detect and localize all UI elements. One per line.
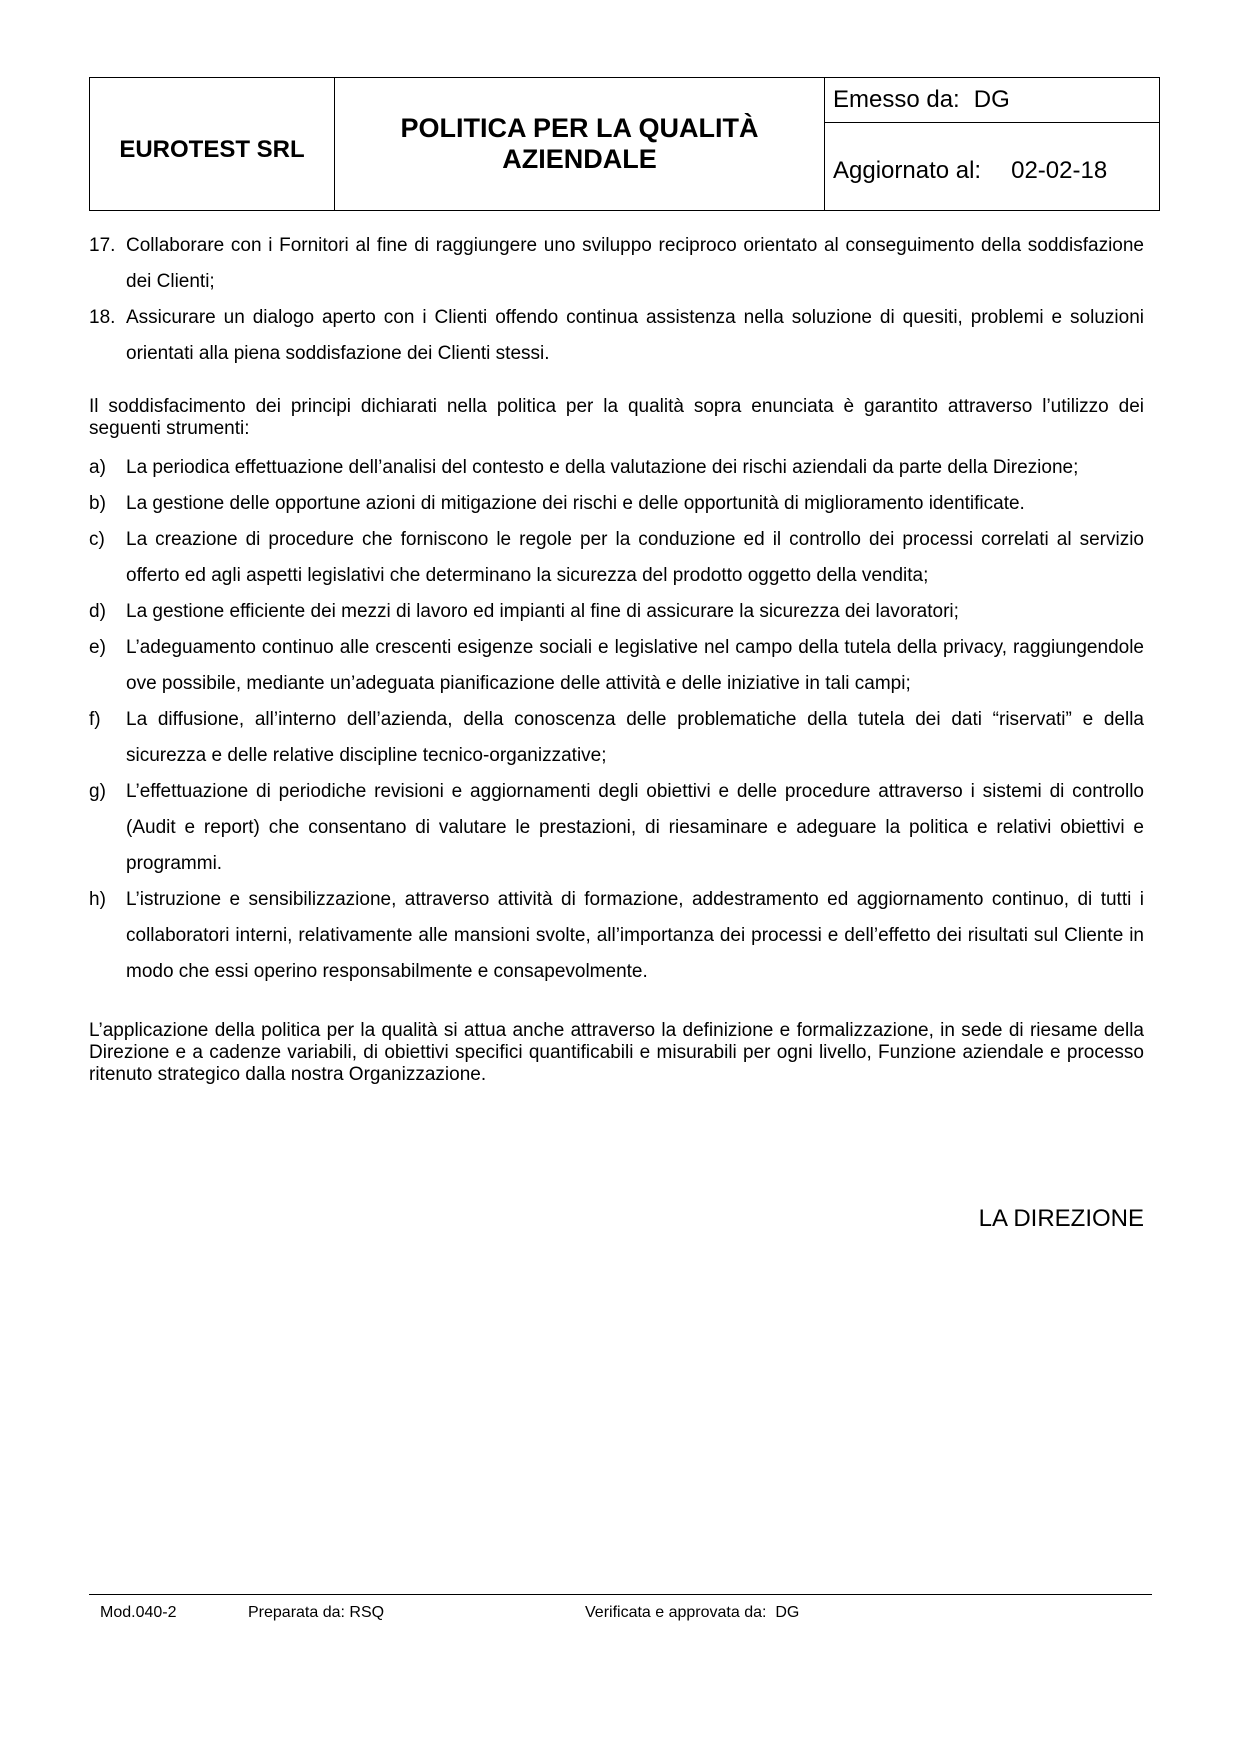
list-item: [89, 450, 1144, 486]
list-item-label: f): [89, 709, 101, 730]
list-item-text: L’istruzione e sensibilizzazione, attraverso attività di formazione, addestramento ed aggiornamento continuo, di tutti i collaboratori interni, relativamente alle mansioni svolte, all’importanza dei processi e dell’effetto dei risultati sul Cliente in modo che essi operino responsabilmente e consapevolmente.: [126, 889, 1144, 982]
issued-by-cell: [825, 78, 1159, 123]
list-item-label: 18.: [89, 307, 116, 328]
list-item: [89, 702, 1144, 774]
list-item-text: La gestione delle opportune azioni di mitigazione dei rischi e delle opportunità di miglioramento identificate.: [126, 493, 1025, 514]
list-item-label: c): [89, 529, 105, 550]
issued-by-label: Emesso da:: [833, 86, 960, 113]
list-item-label: b): [89, 493, 106, 514]
list-item-text: La creazione di procedure che forniscono le regole per la conduzione ed il controllo dei processi correlati al servizio offerto ed agli aspetti legislativi che determinano la sicurezza del prodotto oggetto della vendita;: [126, 529, 1144, 586]
list-item: [89, 774, 1144, 882]
list-item-label: e): [89, 637, 106, 658]
footer-divider: [89, 1594, 1152, 1595]
list-item: [89, 594, 1144, 630]
footer-verified-by: Verificata e approvata da: DG: [585, 1604, 800, 1621]
list-item-text: L’adeguamento continuo alle crescenti esigenze sociali e legislative nel campo della tutela della privacy, raggiungendole ove possibile, mediante un’adeguata pianificazione delle attività e delle iniziative in tali campi;: [126, 637, 1144, 694]
footer-module: Mod.040-2: [100, 1604, 177, 1621]
signature: LA DIREZIONE: [978, 1205, 1144, 1232]
list-item-text: La periodica effettuazione dell’analisi del contesto e della valutazione dei rischi aziendali da parte della Direzione;: [126, 457, 1079, 478]
list-item-label: h): [89, 889, 106, 910]
updated-at-label: Aggiornato al:: [833, 156, 982, 184]
list-item-text: La gestione efficiente dei mezzi di lavoro ed impianti al fine di assicurare la sicurezza dei lavoratori;: [126, 601, 959, 622]
list-item-text: La diffusione, all’interno dell’azienda, della conoscenza delle problematiche della tutela dei dati “riservati” e della sicurezza e delle relative discipline tecnico-organizzative;: [126, 709, 1144, 766]
issued-by-value: DG: [973, 86, 1010, 113]
list-item-label: d): [89, 601, 106, 622]
list-item-label: g): [89, 781, 106, 802]
list-item-text: L’effettuazione di periodiche revisioni e aggiornamenti degli obiettivi e delle procedure attraverso i sistemi di controllo (Audit e report) che consentano di valutare le prestazioni, di riesaminare e adeguare la politica e relativi obiettivi e programmi.: [126, 781, 1144, 874]
list-item: [89, 522, 1144, 594]
document-title-line-2: AZIENDALE: [502, 144, 657, 174]
document-title-line-1: POLITICA PER LA QUALITÀ: [400, 113, 759, 143]
document-body: [89, 228, 1144, 1086]
list-item-label: 17.: [89, 235, 116, 256]
document-title: [335, 78, 825, 210]
numbered-list: [89, 228, 1144, 372]
closing-paragraph: L’applicazione della politica per la qualità si attua anche attraverso la definizione e formalizzazione, in sede di riesame della Direzione e a cadenze variabili, di obiettivi specifici quantificabili e misurabili per ogni livello, Funzione aziendale e processo ritenuto strategico dalla nostra Organizzazione.: [89, 1020, 1144, 1085]
list-item-text: Collaborare con i Fornitori al fine di raggiungere uno sviluppo reciproco orientato al conseguimento della soddisfazione dei Clienti;: [126, 235, 1144, 292]
list-item: [89, 300, 1144, 372]
intro-paragraph: Il soddisfacimento dei principi dichiarati nella politica per la qualità sopra enunciata è garantito attraverso l’utilizzo dei seguenti strumenti:: [89, 396, 1144, 439]
list-item: [89, 228, 1144, 300]
updated-at-value: 02-02-18: [1011, 156, 1108, 184]
updated-at-cell: [825, 123, 1159, 210]
list-item-label: a): [89, 457, 106, 478]
list-item: [89, 486, 1144, 522]
document-header-table: [89, 77, 1160, 211]
header-meta: [825, 78, 1159, 210]
lettered-list: [89, 450, 1144, 990]
company-name: EUROTEST SRL: [90, 78, 335, 210]
footer-prepared-by: Preparata da: RSQ: [248, 1604, 385, 1621]
list-item: [89, 882, 1144, 990]
list-item: [89, 630, 1144, 702]
list-item-text: Assicurare un dialogo aperto con i Clienti offendo continua assistenza nella soluzione di quesiti, problemi e soluzioni orientati alla piena soddisfazione dei Clienti stessi.: [126, 307, 1144, 364]
